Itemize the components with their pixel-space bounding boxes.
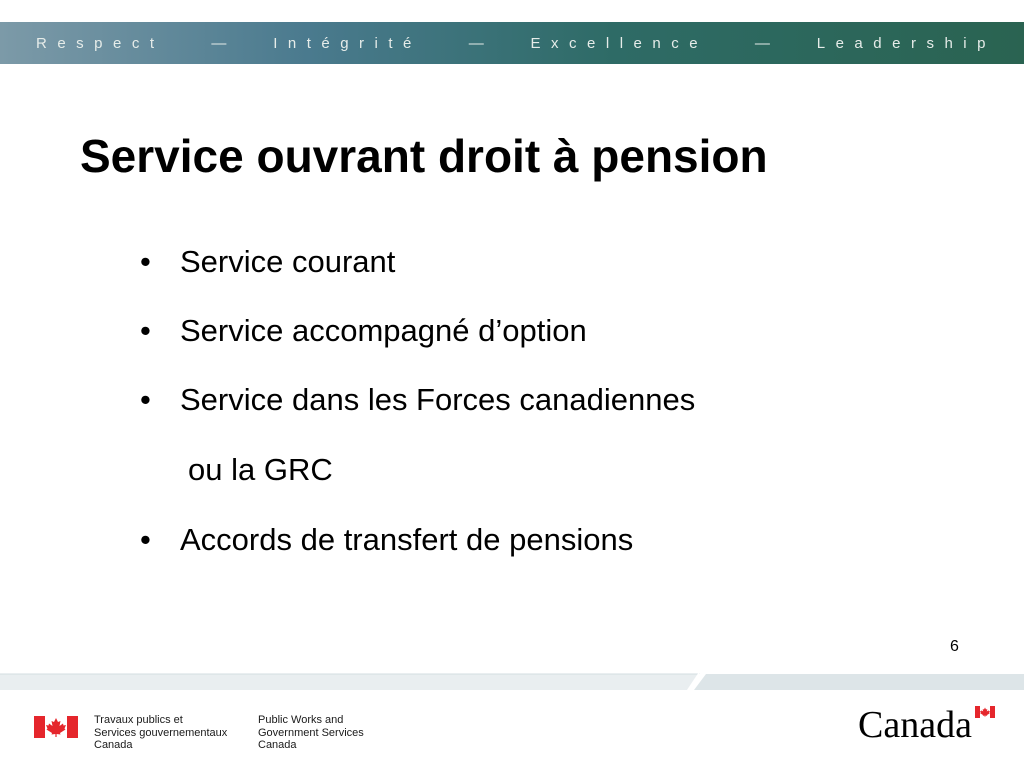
canada-wordmark-text: Canada: [858, 704, 972, 746]
values-row: [36, 22, 996, 64]
bullet-item: [140, 520, 633, 560]
bullet-symbol: •: [140, 244, 151, 279]
value-leadership: Leadership: [816, 34, 996, 52]
value-separator: —: [211, 34, 227, 52]
slide-title: Service ouvrant droit à pension: [80, 130, 768, 182]
values-banner: [0, 22, 1024, 64]
department-en-line: Canada: [258, 739, 297, 751]
department-en-line: Government Services: [258, 726, 364, 739]
department-en-line: Public Works and: [258, 714, 344, 726]
bullet-symbol: •: [140, 382, 151, 417]
department-fr-line: Travaux publics et: [94, 714, 183, 726]
department-fr-line: Services gouvernementaux: [94, 726, 228, 739]
bullet-text: Service accompagné d’option: [180, 313, 587, 348]
bullet-text: Service courant: [180, 244, 396, 279]
footer-band: [0, 668, 1024, 696]
bullet-symbol: •: [140, 313, 151, 348]
canada-wordmark-flag-icon: [975, 706, 995, 718]
department-name-en: [258, 714, 364, 752]
bullet-item: [140, 311, 587, 351]
bullet-text: Accords de transfert de pensions: [180, 522, 634, 557]
value-separator: —: [754, 34, 770, 52]
value-respect: Respect: [36, 34, 165, 52]
bullet-text: Service dans les Forces canadiennes: [180, 382, 696, 417]
department-fr-line: Canada: [94, 739, 133, 751]
value-separator: —: [468, 34, 484, 52]
bullet-continuation: ou la GRC: [188, 452, 333, 487]
canada-flag-icon: [34, 716, 78, 738]
bullet-item: [140, 380, 695, 420]
maple-leaf-icon: [46, 718, 66, 737]
value-integrite: Intégrité: [273, 34, 422, 52]
value-excellence: Excellence: [530, 34, 709, 52]
bullet-symbol: •: [140, 522, 151, 557]
bullet-item: [140, 242, 395, 282]
canada-wordmark: [858, 703, 998, 747]
page-number: 6: [950, 638, 959, 655]
department-name-fr: [94, 714, 227, 752]
